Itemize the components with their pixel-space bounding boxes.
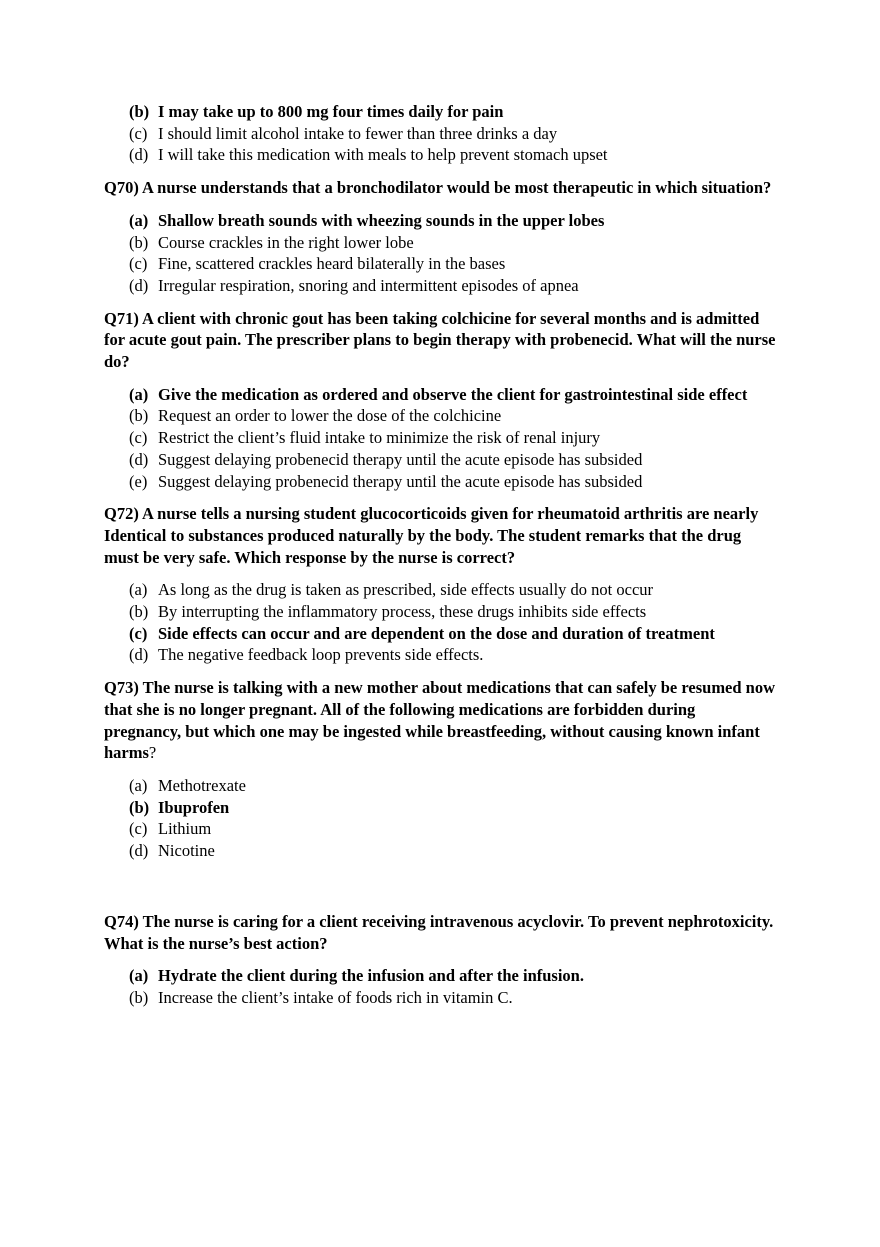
option-text: I will take this medication with meals to help prevent stomach upset (158, 145, 608, 165)
answer-option (104, 818, 776, 840)
option-text: Ibuprofen (158, 797, 230, 817)
leading-options-list (104, 101, 776, 166)
option-label: (a) (129, 384, 149, 404)
option-text: I may take up to 800 mg four times daily for pain (158, 102, 504, 121)
answer-option (104, 253, 776, 275)
option-label: (d) (129, 841, 149, 861)
answer-option (104, 384, 776, 406)
option-text: Restrict the client’s fluid intake to minimize the risk of renal injury (158, 428, 601, 448)
question-block-q73 (104, 677, 776, 862)
answer-option (104, 101, 776, 123)
option-text: Methotrexate (158, 775, 246, 795)
options-list (104, 210, 776, 297)
option-label: (d) (129, 145, 149, 165)
option-text: Lithium (158, 819, 212, 839)
answer-option (104, 471, 776, 493)
option-label: (b) (129, 406, 149, 426)
option-text: Shallow breath sounds with wheezing sounds in the upper lobes (158, 210, 605, 230)
answer-option (104, 123, 776, 145)
option-text: Fine, scattered crackles heard bilaterally in the bases (158, 254, 506, 274)
answer-option (104, 623, 776, 645)
option-label: (e) (129, 471, 148, 491)
answer-option (104, 449, 776, 471)
option-label: (b) (129, 797, 150, 817)
option-text: The negative feedback loop prevents side effects. (158, 645, 484, 665)
question-block-q72 (104, 503, 776, 666)
question-block-q70 (104, 177, 776, 297)
question-heading-text: Q73) The nurse is talking with a new mother about medications that can safely be resumed now that she is no longer pregnant. All of the following medications are forbidden during pregnancy, but which one may be ingested while breastfeeding, without causing known infant harms (104, 678, 776, 763)
option-text: Irregular respiration, snoring and intermittent episodes of apnea (158, 275, 579, 295)
options-list (104, 965, 776, 1008)
option-label: (a) (129, 966, 149, 986)
option-label: (c) (129, 819, 148, 839)
question-heading (104, 503, 776, 568)
question-heading-text: Q72) A nurse tells a nursing student glucocorticoids given for rheumatoid arthritis are nearly Identical to substances produced naturally by the body. The student remarks that the drug must be very safe. Which response by the nurse is correct? (104, 504, 759, 567)
answer-option (104, 775, 776, 797)
option-text: Request an order to lower the dose of the colchicine (158, 406, 502, 426)
question-heading-text: Q74) The nurse is caring for a client receiving intravenous acyclovir. To prevent nephrotoxicity. What is the nurse’s best action? (104, 911, 774, 953)
option-label: (d) (129, 449, 149, 469)
option-text: As long as the drug is taken as prescribed, side effects usually do not occur (158, 580, 654, 600)
question-block-q74 (104, 911, 776, 1009)
answer-option (104, 579, 776, 601)
answer-option (104, 797, 776, 819)
answer-option (104, 427, 776, 449)
option-text: Increase the client’s intake of foods rich in vitamin C. (158, 987, 513, 1007)
answer-option (104, 840, 776, 862)
answer-option (104, 232, 776, 254)
question-heading (104, 308, 776, 373)
answer-option (104, 144, 776, 166)
option-label: (c) (129, 428, 148, 448)
question-heading (104, 911, 776, 954)
question-heading-tail: ? (148, 743, 157, 763)
question-heading (104, 177, 776, 199)
answer-option (104, 275, 776, 297)
option-text: Suggest delaying probenecid therapy until the acute episode has subsided (158, 449, 643, 469)
option-text: Side effects can occur and are dependent on the dose and duration of treatment (158, 623, 715, 643)
option-text: Hydrate the client during the infusion and after the infusion. (158, 966, 584, 986)
option-label: (a) (129, 775, 148, 795)
option-label: (b) (129, 987, 149, 1007)
option-label: (a) (129, 580, 148, 600)
options-list (104, 579, 776, 666)
option-text: Suggest delaying probenecid therapy until the acute episode has subsided (158, 471, 643, 491)
question-heading-text: Q70) A nurse understands that a bronchodilator would be most therapeutic in which situation? (104, 178, 772, 198)
option-text: Nicotine (158, 841, 215, 861)
option-label: (c) (129, 623, 148, 643)
option-text: I should limit alcohol intake to fewer than three drinks a day (158, 123, 558, 143)
option-label: (c) (129, 123, 148, 143)
options-list (104, 775, 776, 862)
option-label: (d) (129, 645, 149, 665)
option-label: (d) (129, 275, 149, 295)
question-heading-text: Q71) A client with chronic gout has been taking colchicine for several months and is admitted for acute gout pain. The prescriber plans to begin therapy with probenecid. What will the nurse do? (104, 308, 776, 372)
question-block-q71 (104, 308, 776, 493)
option-text: Give the medication as ordered and observe the client for gastrointestinal side effect (158, 384, 748, 404)
answer-option (104, 210, 776, 232)
answer-option (104, 405, 776, 427)
option-text: By interrupting the inflammatory process, these drugs inhibits side effects (158, 602, 647, 622)
option-label: (b) (129, 102, 150, 121)
option-text: Course crackles in the right lower lobe (158, 232, 414, 252)
answer-option (104, 601, 776, 623)
option-label: (c) (129, 254, 148, 274)
option-label: (a) (129, 210, 149, 230)
question-heading (104, 677, 776, 764)
answer-option (104, 644, 776, 666)
options-list (104, 384, 776, 493)
answer-option (104, 987, 776, 1009)
option-label: (b) (129, 232, 149, 252)
option-label: (b) (129, 602, 149, 622)
answer-option (104, 965, 776, 987)
